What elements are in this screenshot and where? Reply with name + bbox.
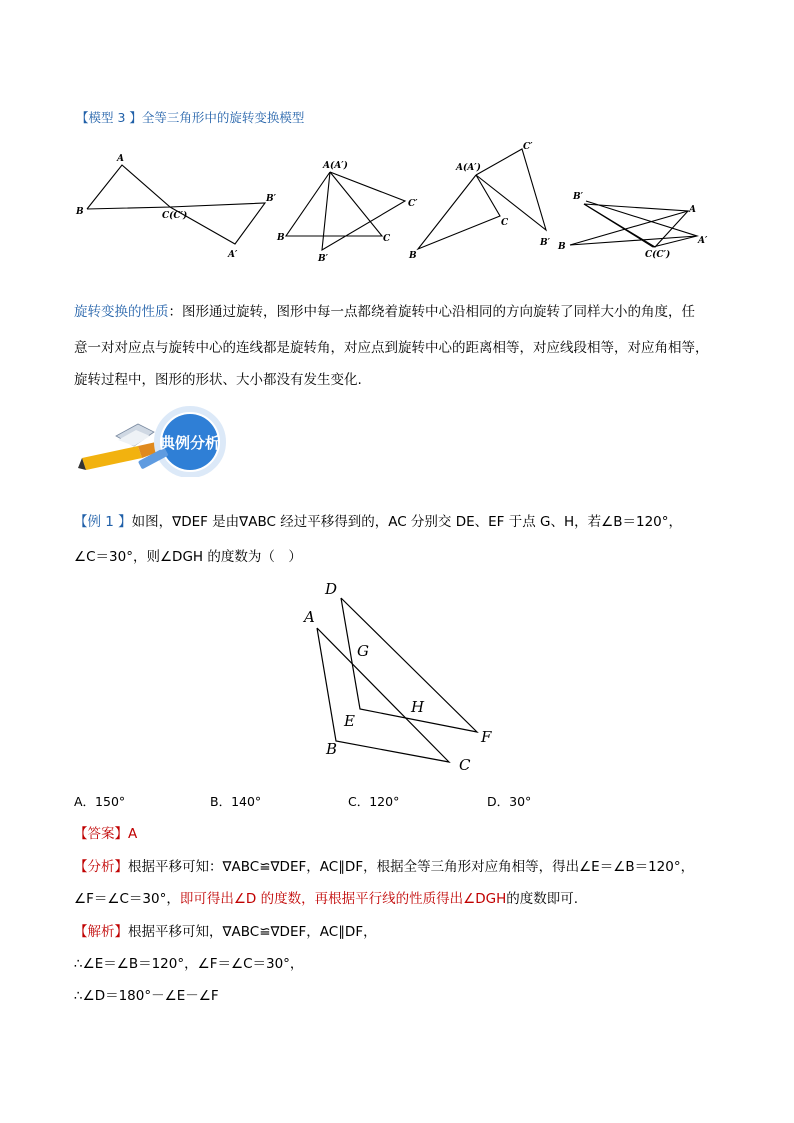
- fig3-label-a: A(A′): [456, 163, 481, 173]
- example-line-2: ∠C＝30°，则∠DGH 的度数为（ ）: [74, 549, 302, 565]
- fig3-label-c-prime: C′: [523, 142, 533, 152]
- label-g: G: [357, 642, 369, 660]
- property-line-3: 旋转过程中，图形的形状、大小都没有发生变化.: [74, 372, 362, 388]
- fig3-label-b: B: [409, 251, 417, 261]
- fig2-triangle-abc: [286, 172, 382, 236]
- fig3-label-b-prime: B′: [540, 238, 550, 248]
- label-f: F: [481, 728, 492, 746]
- property-line-1: 旋转变换的性质：图形通过旋转，图形中每一点都绕着旋转中心沿相同的方向旋转了同样大小的角度，任: [74, 304, 695, 320]
- analysis-tag: 【分析】: [74, 859, 128, 875]
- label-e: E: [344, 712, 355, 730]
- fig4-label-b: B: [558, 242, 566, 252]
- property-label: 旋转变换的性质: [74, 304, 169, 320]
- fig1-label-a-prime: A′: [228, 250, 238, 260]
- fig4-label-b-prime: B′: [573, 192, 583, 202]
- option-c[interactable]: C．120°: [348, 794, 400, 809]
- fig2-label-c: C: [383, 234, 391, 244]
- fig1-triangle-abc: [87, 165, 170, 209]
- label-a: A: [304, 608, 315, 626]
- option-b[interactable]: B．140°: [210, 794, 262, 809]
- analysis-line-2: ∠F＝∠C＝30°，即可得出∠D 的度数，再根据平行线的性质得出∠DGH的度数即可.: [74, 891, 579, 907]
- book-icon: [116, 424, 154, 446]
- fig2-label-b: B: [277, 233, 285, 243]
- fig2-triangle-prime: [322, 172, 405, 250]
- answer-value: A: [128, 826, 138, 842]
- solution-line-2: ∴∠E＝∠B＝120°，∠F＝∠C＝30°，: [74, 956, 304, 972]
- label-d: D: [325, 580, 338, 598]
- option-d[interactable]: D．30°: [487, 794, 532, 809]
- label-h: H: [411, 698, 425, 716]
- model-heading: 【模型 3 】全等三角形中的旋转变换模型: [76, 110, 305, 125]
- fig2-label-c-prime: C′: [408, 199, 418, 209]
- fig4-label-a: A: [689, 205, 696, 215]
- answer-tag: 【答案】: [74, 826, 128, 842]
- solution-line-1: 【解析】根据平移可知，∇ABC≌∇DEF，AC∥DF，: [74, 924, 377, 940]
- fig1-label-b: B: [76, 207, 84, 217]
- analysis-line-1: 【分析】根据平移可知：∇ABC≌∇DEF，AC∥DF，根据全等三角形对应角相等，得出∠E＝∠B＝120°，: [74, 859, 695, 875]
- fig4-label-c: C(C′): [645, 250, 671, 260]
- fig1-label-a: A: [117, 154, 124, 164]
- property-line-2: 意一对对应点与旋转中心的连线都是旋转角，对应点到旋转中心的距离相等，对应线段相等，对应角相等，: [74, 340, 709, 356]
- fig2-label-a: A(A′): [323, 161, 348, 171]
- fig3-triangle-abc: [418, 175, 500, 249]
- banner-label: 典例分析: [159, 434, 221, 452]
- example-banner: [78, 402, 253, 477]
- triangle-def: [341, 598, 477, 732]
- fig3-label-c: C: [501, 218, 509, 228]
- label-b: B: [326, 740, 338, 758]
- example-line-1: 【例 1 】如图，∇DEF 是由∇ABC 经过平移得到的，AC 分别交 DE、EF 于点 G、H，若∠B＝120°，: [74, 514, 682, 530]
- translation-figure: [290, 575, 510, 780]
- example-tag: 【例 1 】: [74, 514, 132, 530]
- solution-line-3: ∴∠D＝180°－∠E－∠F: [74, 988, 219, 1004]
- fig2-label-b-prime: B′: [318, 254, 328, 264]
- fig3-triangle-prime: [476, 149, 546, 230]
- fig4-label-a-prime: A′: [698, 236, 708, 246]
- fig1-label-b-prime: B′: [266, 194, 276, 204]
- rotation-figures: [0, 135, 794, 270]
- fig1-triangle-prime: [170, 203, 265, 244]
- label-c: C: [459, 756, 471, 774]
- solution-tag: 【解析】: [74, 924, 128, 940]
- option-a[interactable]: A．150°: [74, 794, 126, 809]
- fig1-label-c: C(C′): [162, 211, 188, 221]
- answer-line: [74, 822, 137, 842]
